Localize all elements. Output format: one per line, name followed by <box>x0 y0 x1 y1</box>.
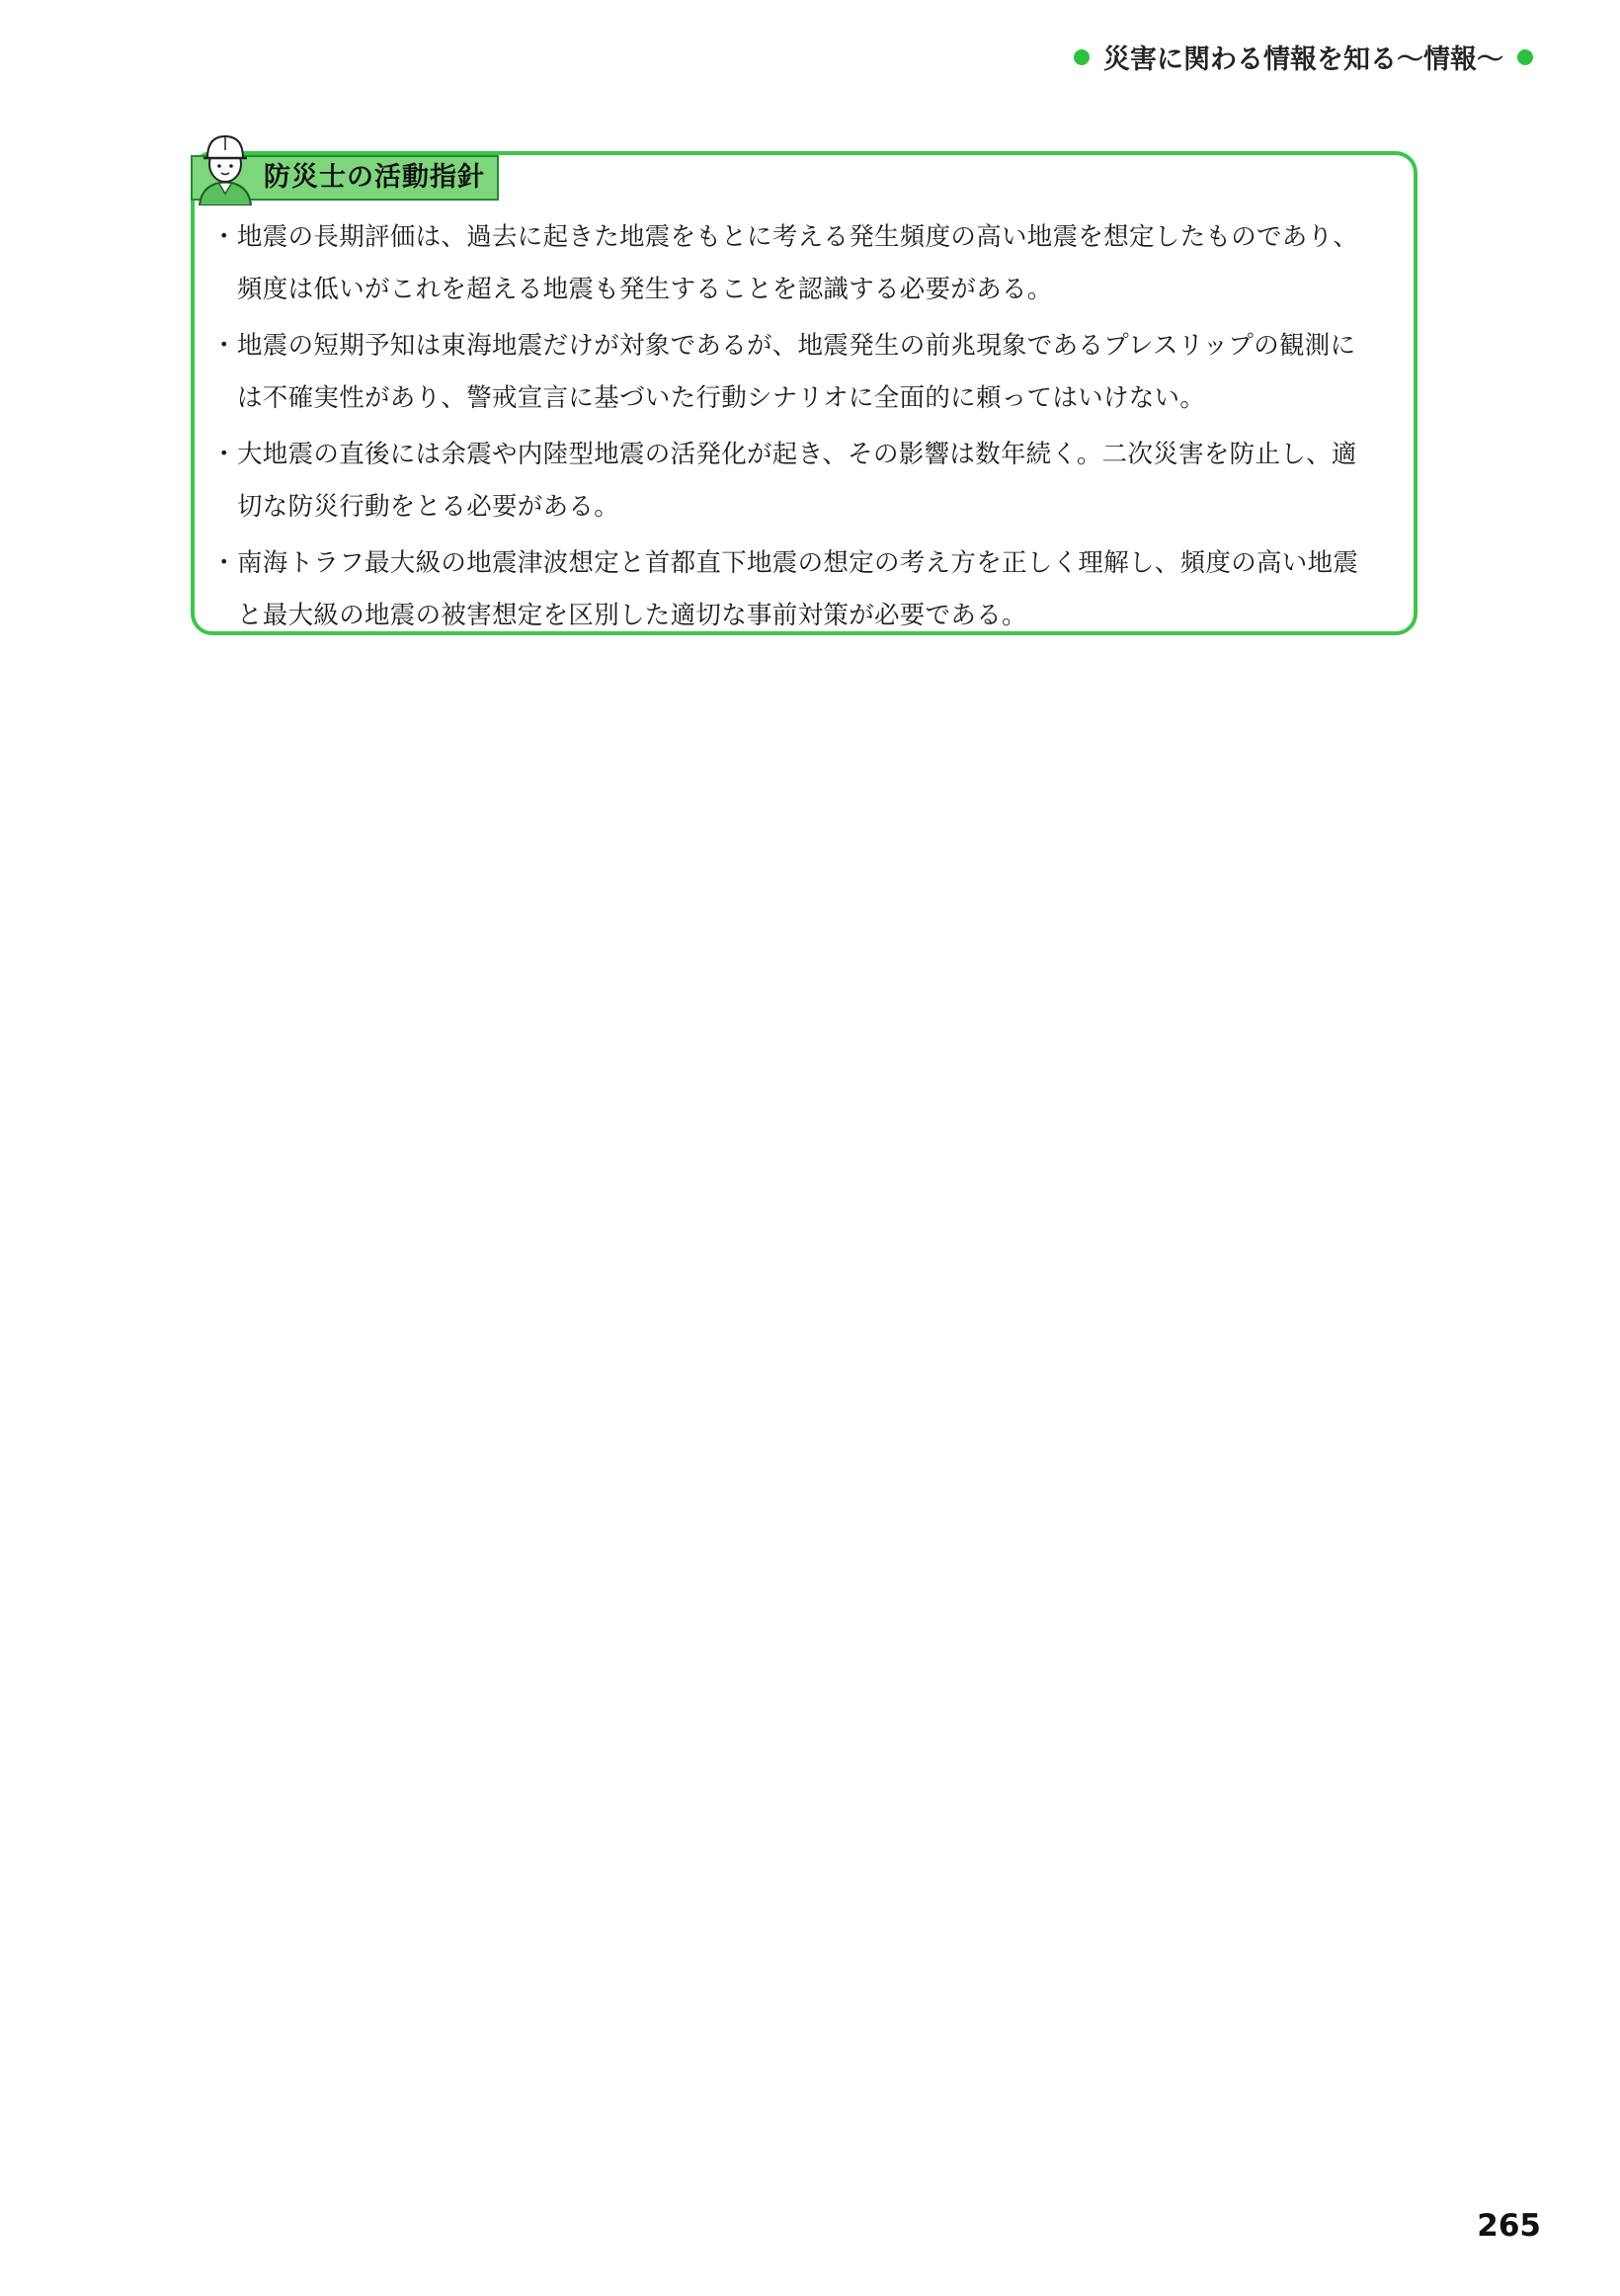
list-item <box>209 429 1375 533</box>
list-item <box>209 537 1375 642</box>
page-number: 265 <box>1477 2208 1541 2244</box>
list-item <box>209 211 1375 316</box>
guide-title: 防災士の活動指針 <box>264 162 485 193</box>
bullet-icon: ・ <box>211 331 237 361</box>
bullet-icon: ・ <box>211 548 237 578</box>
bullet-icon: ・ <box>211 222 237 252</box>
running-header <box>1074 38 1533 76</box>
bullet-icon: ・ <box>211 440 237 469</box>
list-item <box>209 320 1375 425</box>
list-item-text: 大地震の直後には余震や内陸型地震の活発化が起き、その影響は数年続く。二次災害を防止し、適切な防災行動をとる必要がある。 <box>237 440 1357 522</box>
green-dot-icon <box>1074 49 1090 65</box>
helmet-worker-icon <box>194 128 257 205</box>
list-item-text: 地震の短期予知は東海地震だけが対象であるが、地震発生の前兆現象であるプレスリップの観測には不確実性があり、警戒宣言に基づいた行動シナリオに全面的に頼ってはいけない。 <box>237 331 1356 413</box>
guide-list <box>209 211 1375 646</box>
list-item-text: 南海トラフ最大級の地震津波想定と首都直下地震の想定の考え方を正しく理解し、頻度の高い地震と最大級の地震の被害想定を区別した適切な事前対策が必要である。 <box>237 548 1359 630</box>
running-header-text: 災害に関わる情報を知る〜情報〜 <box>1103 44 1503 75</box>
list-item-text: 地震の長期評価は、過去に起きた地震をもとに考える発生頻度の高い地震を想定したものであり、頻度は低いがこれを超える地震も発生することを認識する必要がある。 <box>237 222 1359 304</box>
green-dot-icon <box>1517 49 1533 65</box>
